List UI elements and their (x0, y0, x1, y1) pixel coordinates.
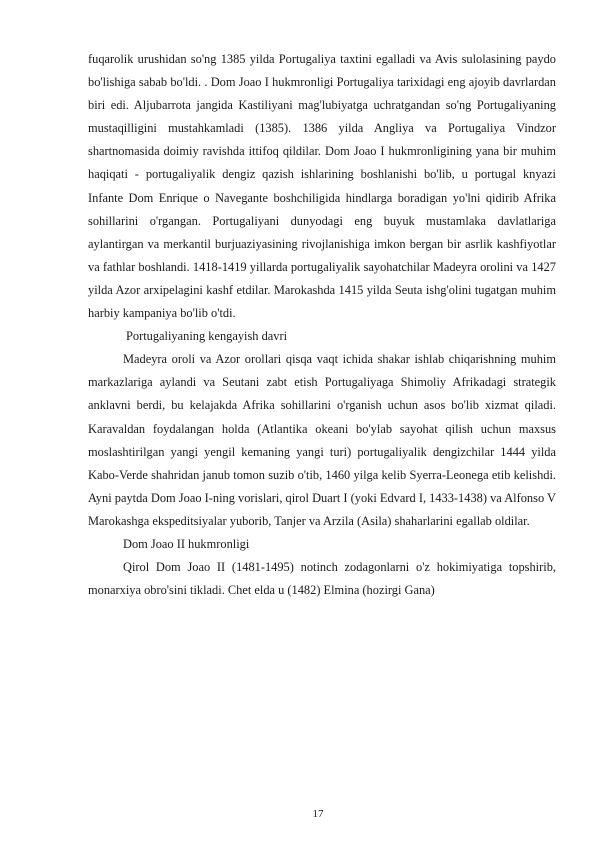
section-heading-joao-ii: Dom Joao II hukmronligi (123, 536, 250, 551)
section-heading-expansion: Portugaliyaning kengayish davri (126, 329, 288, 344)
paragraph-madeira-azores: Madeyra oroli va Azor orollari qisqa vaqt ichida shakar ishlab chiqarishning muhim markazlariga aylandi va Seutani zabt etish Portugaliyaga Shimoliy Afrikadagi strategik anklavni berdi, bu kelajakda Afrika sohillarini o'rganish uchun asos bo'lib xizmat qiladi. Karavaldan foydalangan holda (Atlantika okeani bo'ylab sayohat qilish uchun maxsus moslashtirilgan yangi yengil kemaning yangi turi) portugaliyalik dengizchilar 1444 yilda Kabo-Verde shahridan janub tomon suzib o'tib, 1460 yilga kelib Syerra-Leonega etib kelishdi. Ayni paytda Dom Joao I-ning vorislari, qirol Duart I (yoki Edvard I, 1433-1438) va Alfonso V Marokashga ekspeditsiyalar yuborib, Tanjer va Arzila (Asila) shaharlarini egallab oldilar. (88, 352, 556, 528)
paragraph-avis-dynasty: fuqarolik urushidan so'ng 1385 yilda Portugaliya taxtini egalladi va Avis sulolasining paydo bo'lishiga sabab bo'ldi. . Dom Joao I hukmronligi Portugaliya tarixidagi eng ajoyib davrlardan biri edi. Aljubarrota jangida Kastiliyani mag'lubiyatga uchratgandan so'ng Portugaliyaning mustaqilligini mustahkamladi (1385). 1386 yilda Angliya va Portugaliya Vindzor shartnomasida doimiy ravishda ittifoq qildilar. Dom Joao I hukmronligining yana bir muhim haqiqati - portugaliyalik dengiz qazish ishlarining boshlanishi bo'lib, u portugal knyazi Infante Dom Enrique o Navegante boshchiligida hindlarga boradigan yo'lni qidirib Afrika sohillarini o'rgangan. Portugaliyani dunyodagi eng buyuk mustamlaka davlatlariga aylantirgan va merkantil burjuaziyasining rivojlanishiga imkon bergan bir asrlik kashfiyotlar va fathlar boshlandi. 1418-1419 yillarda portugaliyalik sayohatchilar Madeyra orolini va 1427 yilda Azor arxipelagini kashf etdilar. Marokashda 1415 yilda Seuta ishg'olini tugatgan muhim harbiy kampaniya bo'lib o'tdi. (88, 52, 556, 321)
paragraph-joao-ii: Qirol Dom Joao II (1481-1495) notinch zodagonlarni o'z hokimiyatiga topshirib, monarxiya obro'sini tikladi. Chet elda u (1482) Elmina (hozirgi Gana) (88, 560, 556, 598)
page-number: 17 (312, 808, 324, 820)
document-page (88, 48, 556, 602)
